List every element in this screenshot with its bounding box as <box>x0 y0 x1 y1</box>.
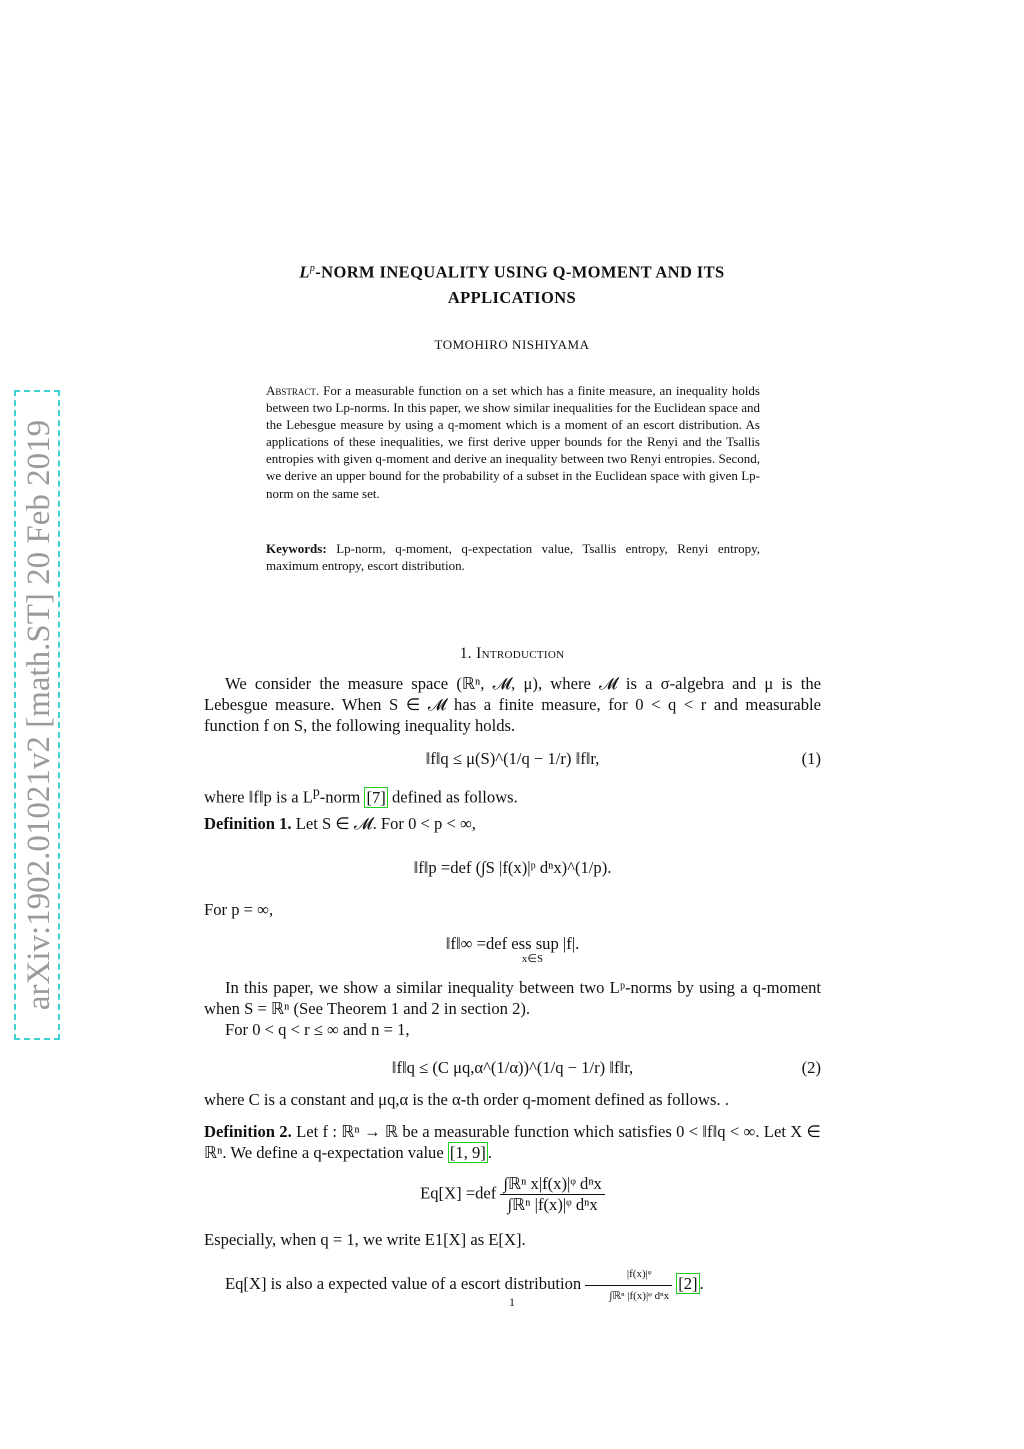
section-title: Introduction <box>476 645 565 662</box>
citation-7[interactable]: [7] <box>366 787 386 807</box>
citation-2[interactable]: [2] <box>678 1274 698 1294</box>
keywords <box>266 540 760 574</box>
def2-eq-numerator: ∫ℝⁿ x|f(x)|ᵠ dⁿx <box>500 1174 604 1195</box>
escort-numerator: |f(x)|ᵠ <box>585 1264 672 1286</box>
title-line-1-rest: -NORM INEQUALITY USING Q-MOMENT AND ITS <box>315 262 725 282</box>
def2-eq-denominator: ∫ℝⁿ |f(x)|ᵠ dⁿx <box>507 1195 598 1214</box>
citation-1-9[interactable]: [1, 9] <box>449 1142 486 1162</box>
escort-denominator: ∫ℝⁿ |f(x)|ᵠ dⁿx <box>609 1289 670 1302</box>
paragraph-similar-inequality: In this paper, we show a similar inequality between two Lᵖ-norms by using a q-moment when S = ℝⁿ (See Theorem 1 and 2 in section 2). <box>204 978 821 1018</box>
paragraph-especially: Especially, when q = 1, we write E1[X] as E[X]. <box>204 1230 526 1249</box>
keywords-label: Keywords: <box>266 541 327 556</box>
title-sup: p <box>309 263 316 274</box>
paragraph-q-moment: where C is a constant and μq,α is the α-th order q-moment defined as follows. . <box>204 1090 729 1109</box>
definition-1 <box>204 814 821 835</box>
author-name: TOMOHIRO NISHIYAMA <box>434 337 590 352</box>
page-number: 1 <box>509 1295 515 1309</box>
def2-eq-lhs: Eq[X] =def <box>420 1183 497 1203</box>
title-l: L <box>299 262 310 282</box>
equation-2: ‖f‖q ≤ (C μq,α^(1/α))^(1/q − 1/r) ‖f‖r, <box>391 1058 634 1077</box>
definition-2 <box>204 1122 821 1164</box>
abstract-label: Abstract. <box>266 383 320 398</box>
definition-2-label: Definition 2. <box>204 1122 292 1141</box>
definition-1-equation-2 <box>204 934 821 965</box>
section-number: 1. <box>459 645 472 662</box>
def1-eq2-subscript: x∈S <box>521 953 544 965</box>
paragraph-intro: We consider the measure space (ℝⁿ, 𝓜, μ), where 𝓜 is a σ-algebra and μ is the Lebesgue measure. When S ∈ 𝓜 has a finite measure, for 0 < q < r and measurable function f on S, the following inequality holds. <box>204 674 821 735</box>
p8-before: Eq[X] is also a expected value of a escort distribution <box>225 1274 586 1294</box>
equation-2-number: (2) <box>801 1058 821 1077</box>
paragraph-n-equals-1: For 0 < q < r ≤ ∞ and n = 1, <box>225 1020 410 1039</box>
p8-after: . <box>699 1274 704 1294</box>
section-heading <box>200 645 824 663</box>
abstract <box>266 382 760 502</box>
p2-mid: -norm <box>319 787 365 807</box>
p2-before: where ‖f‖p is a L <box>204 787 313 807</box>
equation-1-number: (1) <box>801 749 821 768</box>
equation-1: ‖f‖q ≤ μ(S)^(1/q − 1/r) ‖f‖r, <box>425 749 600 768</box>
definition-2-text-a: Let f : ℝⁿ → ℝ be a measurable function which satisfies 0 < ‖f‖q < ∞. Let X ∈ ℝⁿ. We define a q-expectation value <box>204 1122 821 1162</box>
abstract-text: For a measurable function on a set which has a finite measure, an inequality holds between two Lp-norms. In this paper, we show similar inequalities for the Euclidean space and the Lebesgue measure by using a q-moment which is a moment of an escort distribution. As applications of these inequalities, we first derive upper bounds for the Renyi and the Tsallis entropies with given q-moment and derive an inequality between two Renyi entropies. Second, we derive an upper bound for the probability of a subset in the Euclidean space with given Lp-norm on the same set. <box>266 383 760 501</box>
def2-eq-fraction <box>500 1174 604 1215</box>
p2-sup: p <box>312 784 320 799</box>
definition-1-label: Definition 1. <box>204 814 292 833</box>
paragraph-lp-norm <box>204 782 821 808</box>
definition-2-text-b: . <box>487 1142 492 1162</box>
arxiv-side-stamp: arXiv:1902.01021v2 [math.ST] 20 Feb 2019 <box>14 390 60 1040</box>
definition-1-text: Let S ∈ 𝓜. For 0 < p < ∞, <box>295 814 476 833</box>
paper-title <box>200 256 824 310</box>
p2-after: defined as follows. <box>387 787 518 807</box>
paragraph-p-infinity: For p = ∞, <box>204 900 274 919</box>
def1-eq2-main: ‖f‖∞ =def ess sup |f|. <box>445 934 580 953</box>
definition-2-equation <box>204 1174 821 1215</box>
definition-1-equation: ‖f‖p =def (∫S |f(x)|ᵖ dⁿx)^(1/p). <box>413 858 612 877</box>
title-line-1 <box>200 256 824 285</box>
title-line-2: APPLICATIONS <box>447 287 577 307</box>
keywords-text: Lp-norm, q-moment, q-expectation value, Tsallis entropy, Renyi entropy, maximum entropy, escort distribution. <box>266 541 760 574</box>
